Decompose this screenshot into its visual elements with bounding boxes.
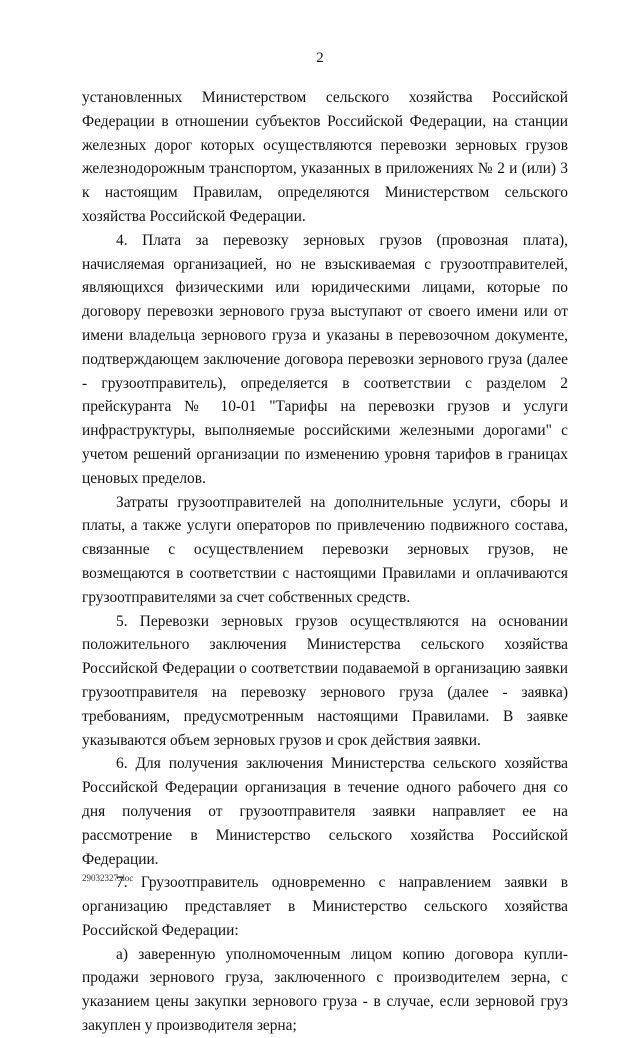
paragraph-1: установленных Министерством сельского хозяйства Российской Федерации в отношении субъектов Российской Федерации, на станции железных дорог которых осуществляются перевозки зерновых грузов железнодорожным транспортом, указанных в приложениях № 2 и (или) 3 к настоящим Правилам, определяются Министерством сельского хозяйства Российской Федерации.	[82, 89, 568, 225]
document-body	[82, 86, 568, 1038]
page-number: 2	[316, 50, 324, 66]
paragraph-item-6: 6. Для получения заключения Министерства сельского хозяйства Российской Федерации организация в течение одного рабочего дня со дня получения от грузоотправителя заявки направляет ее на рассмотрение в Министерство сельского хозяйства Российской Федерации.	[82, 755, 568, 868]
paragraph-costs: Затраты грузоотправителей на дополнительные услуги, сборы и платы, а также услуги операторов по привлечению подвижного состава, связанные с осуществлением перевозки зерновых грузов, не возмещаются в соответствии с настоящими Правилами и оплачиваются грузоотправителями за счет собственных средств.	[82, 493, 568, 606]
paragraph-item-5: 5. Перевозки зерновых грузов осуществляются на основании положительного заключения Министерства сельского хозяйства Российской Федерации о соответствии подаваемой в организацию заявки грузоотправителя на перевозку зернового груза (далее - заявка) требованиям, предусмотренным настоящими Правилами. В заявке указываются объем зерновых грузов и срок действия заявки.	[82, 612, 568, 749]
footer-file-name: 29032327.doc	[82, 873, 134, 883]
paragraph-item-4: 4. Плата за перевозку зерновых грузов (провозная плата), начисляемая организацией, но не взыскиваемая с грузоотправителей, являющихся физическими или юридическими лицами, которые по договору перевозки зернового груза выступают от своего имени или от имени владельца зернового груза и указаны в перевозочном документе, подтверждающем заключение договора перевозки зернового груза (далее - грузоотправитель), определяется в соответствии с разделом 2 прейскуранта № 10-01 "Тарифы на перевозки грузов и услуги инфраструктуры, выполняемые российскими железными дорогами" с учетом решений организации по изменению уровня тарифов в границах ценовых пределов.	[82, 231, 568, 487]
paragraph-subitem-a: а) заверенную уполномоченным лицом копию договора купли-продажи зернового груза, заключенного с производителем зерна, с указанием цены закупки зернового груза - в случае, если зерновой груз закуплен у производителя зерна;	[82, 945, 568, 1035]
paragraph-item-7: 7. Грузоотправитель одновременно с направлением заявки в организацию представляет в Министерство сельского хозяйства Российской Федерации:	[82, 874, 568, 939]
